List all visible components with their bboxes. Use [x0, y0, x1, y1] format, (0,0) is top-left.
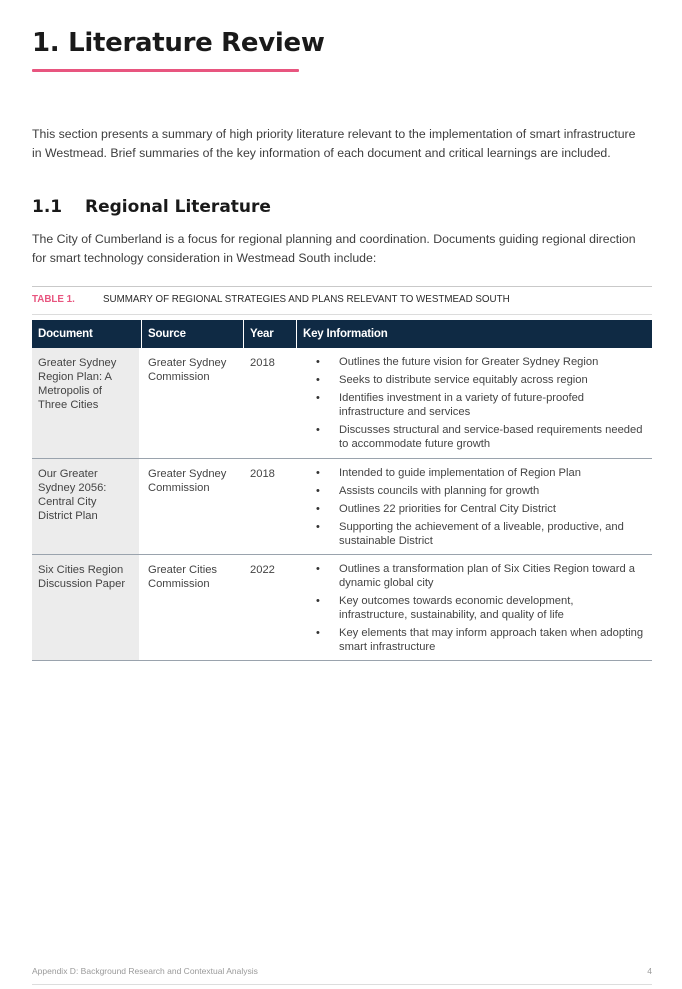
table-caption-text: SUMMARY OF REGIONAL STRATEGIES AND PLANS RELEVANT TO WESTMEAD SOUTH [103, 294, 510, 305]
list-item: • Supporting the achievement of a liveable, productive, and sustainable District [316, 521, 624, 547]
cell-document: Greater Sydney Region Plan: A Metropolis of Three Cities [32, 348, 139, 458]
cell-year: 2022 [250, 564, 275, 576]
list-item: • Discusses structural and service-based requirements needed to accommodate future growth [316, 424, 643, 450]
bullet-icon: • [316, 503, 320, 515]
header-key-information: Key Information [296, 320, 652, 348]
list-item: • Outlines the future vision for Greater Sydney Region [316, 356, 599, 368]
section-heading [32, 197, 271, 217]
list-item: • Seeks to distribute service equitably across region [316, 374, 588, 386]
table-row [32, 555, 652, 661]
bullet-icon: • [316, 595, 320, 607]
bullet-list [296, 562, 644, 654]
footer-text: Appendix D: Background Research and Contextual Analysis [32, 966, 258, 976]
bullet-icon: • [316, 627, 320, 639]
cell-document: Six Cities Region Discussion Paper [32, 555, 139, 660]
cell-source: Greater Sydney Commission [148, 468, 227, 494]
bullet-icon: • [316, 467, 320, 479]
header-year: Year [243, 320, 295, 348]
page-title: 1. Literature Review [32, 28, 325, 58]
cell-key-information [296, 555, 652, 660]
bullet-icon: • [316, 374, 320, 386]
section-title: Regional Literature [85, 197, 271, 217]
footer-rule [32, 984, 652, 985]
cell-document: Our Greater Sydney 2056: Central City District Plan [32, 459, 139, 554]
cell-source: Greater Sydney Commission [148, 357, 227, 383]
bullet-icon: • [316, 563, 320, 575]
bullet-list [296, 466, 644, 548]
caption-rule-top [32, 286, 652, 287]
list-item: • Outlines a transformation plan of Six Cities Region toward a dynamic global city [316, 563, 635, 589]
table-row [32, 348, 652, 459]
list-item: • Identifies investment in a variety of future-proofed infrastructure and services [316, 392, 585, 418]
caption-rule-bottom [32, 314, 652, 315]
cell-key-information [296, 348, 652, 458]
table-caption-label: TABLE 1. [32, 294, 75, 305]
bullet-icon: • [316, 424, 320, 436]
cell-year: 2018 [250, 468, 275, 480]
table-header-row [32, 320, 652, 348]
header-document: Document [38, 328, 93, 340]
bullet-icon: • [316, 521, 320, 533]
bullet-list [296, 355, 644, 451]
intro-paragraph: This section presents a summary of high priority literature relevant to the implementation of smart infrastructure in Westmead. Brief summaries of the key information of each document and critical learnings are included. [32, 127, 636, 160]
bullet-icon: • [316, 485, 320, 497]
list-item: • Outlines 22 priorities for Central City District [316, 503, 556, 515]
bullet-icon: • [316, 392, 320, 404]
title-underline [32, 69, 299, 72]
list-item: • Assists councils with planning for growth [316, 485, 540, 497]
list-item: • Key outcomes towards economic development, infrastructure, sustainability, and quality of life [316, 595, 574, 621]
header-source: Source [141, 320, 242, 348]
cell-source: Greater Cities Commission [148, 564, 218, 590]
section-paragraph: The City of Cumberland is a focus for regional planning and coordination. Documents guiding regional direction for smart technology consideration in Westmead South include: [32, 232, 636, 265]
table-row [32, 459, 652, 555]
list-item: • Intended to guide implementation of Region Plan [316, 467, 581, 479]
page-number: 4 [647, 966, 652, 976]
section-number: 1.1 [32, 197, 63, 217]
cell-key-information [296, 459, 652, 554]
list-item: • Key elements that may inform approach taken when adopting smart infrastructure [316, 627, 644, 653]
table-caption [32, 294, 510, 305]
cell-year: 2018 [250, 357, 275, 369]
bullet-icon: • [316, 356, 320, 368]
literature-table [32, 320, 652, 661]
